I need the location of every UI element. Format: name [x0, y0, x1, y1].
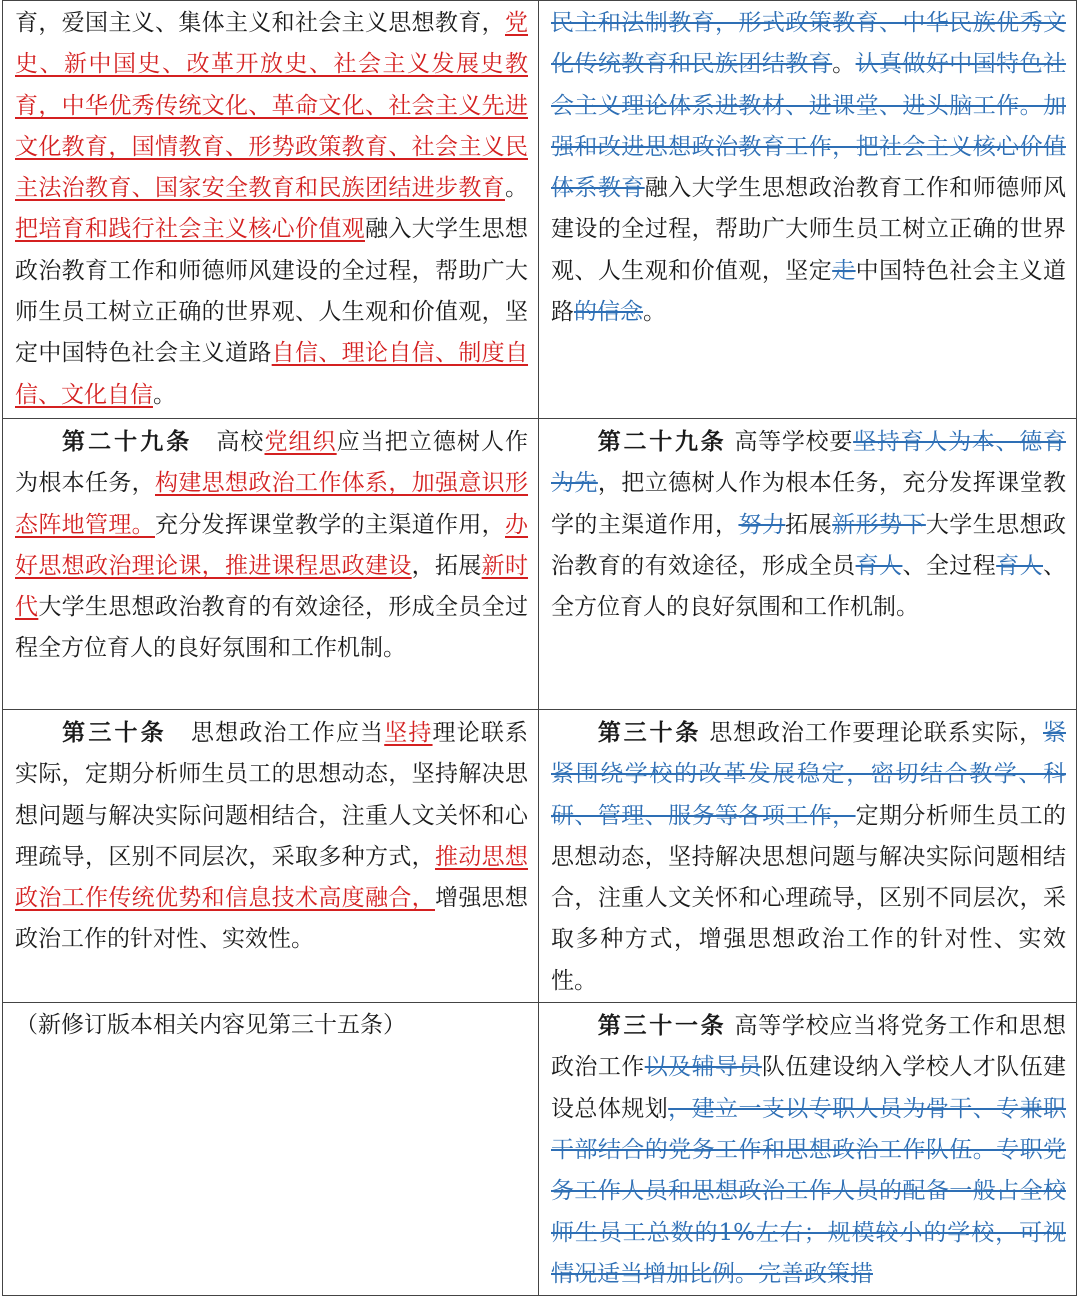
- body-text: 高等学校应当将党务工作和思想政治工作: [551, 1013, 1066, 1081]
- body-text: 、全方位育人的良好氛围和工作机制。: [551, 552, 1067, 621]
- inserted-text: 把培育和践行社会主义核心价值观: [15, 216, 365, 243]
- article-heading: 第二十九条: [597, 428, 727, 455]
- body-text: 大学生思想政治教育的有效途径，形成全员: [551, 511, 1067, 579]
- old-version-cell: [539, 1003, 1077, 1296]
- article-heading: 第三十条: [61, 719, 167, 746]
- body-text: 、全过程: [902, 552, 997, 579]
- table-row: [3, 419, 1077, 710]
- deleted-text: 紧紧围绕学校的改革发展稳定，密切结合教学、科研、管理、服务等各项工作，: [551, 720, 1066, 829]
- body-text: 思想政治工作应当: [166, 720, 385, 746]
- deleted-text: 的信念: [574, 299, 643, 326]
- inserted-text: 党组织: [264, 429, 337, 455]
- revision-comparison-table: [2, 0, 1077, 1296]
- table-row: [3, 1003, 1077, 1296]
- article-heading: 第二十九条: [61, 428, 193, 455]
- table-row: [3, 1, 1077, 419]
- body-text: 高校: [192, 429, 265, 455]
- inserted-text: 推动思想政治工作传统优势和信息技术高度融合，: [15, 843, 529, 912]
- body-text: 定期分析师生员工的思想动态，坚持解决思想问题与解决实际问题相结合，注重人文关怀和心理疏导，区别不同层次，采取多种方式，增强思想政治工作的针对性、实效性。: [551, 802, 1067, 994]
- body-text: 育，爱国主义、集体主义和社会主义思想教育，: [15, 10, 505, 36]
- body-text: 融入大学生思想政治教育工作和师德师风建设的全过程，帮助广大师生员工树立正确的世界观、人生观和价值观，坚定: [551, 175, 1067, 284]
- body-text: 大学生思想政治教育的有效途径，形成全员全过程全方位育人的良好氛围和工作机制。: [15, 594, 529, 662]
- body-text: 中国特色社会主义道路: [551, 257, 1067, 326]
- deleted-text: 走: [832, 257, 856, 284]
- body-text: 拓展: [785, 511, 833, 538]
- deleted-text: 新形势下: [832, 511, 926, 538]
- table-row: [3, 710, 1077, 1003]
- new-version-cell: [3, 1, 539, 419]
- old-version-cell: [539, 710, 1077, 1003]
- new-version-cell: [3, 419, 539, 710]
- inserted-text: 自信、理论自信、制度自信、文化自信: [15, 340, 529, 408]
- body-text: 高等学校要: [726, 429, 854, 455]
- body-text: 增强思想政治工作的针对性、实效性。: [15, 885, 529, 953]
- deleted-text: 育人: [855, 552, 903, 579]
- deleted-text: ，建立一支以专职人员为骨干、专兼职干部结合的党务工作和思想政治工作队伍。专职党务工作人员和思想政治工作人员的配备一般占全校师生员工总数的1%左右；规模较小的学校，可视情况适当增加比例。完善政策措: [551, 1095, 1067, 1287]
- inserted-text: 办好思想政治理论课，推进课程思政建设: [15, 511, 529, 579]
- inserted-text: 党史、新中国史、改革开放史、社会主义发展史教育，中华优秀传统文化、革命文化、社会主义先进文化教育，国情教育、形势政策教育、社会主义民主法治教育、国家安全教育和民族团结进步教育: [15, 10, 528, 202]
- body-text: 思想政治工作要理论联系实际，: [701, 720, 1043, 746]
- old-version-cell: [539, 419, 1077, 710]
- body-text: ，拓展: [411, 552, 482, 579]
- body-text: 理论联系实际，定期分析师生员工的思想动态，坚持解决思想问题与解决实际问题相结合，注重人文关怀和心理疏导，区别不同层次，采取多种方式，: [15, 720, 529, 870]
- cross-reference-note: （新修订版本相关内容见第三十五条）: [15, 1012, 406, 1039]
- body-text: 。: [153, 381, 176, 408]
- inserted-text: 新时代: [15, 552, 529, 621]
- new-version-cell: [3, 710, 539, 1003]
- old-version-cell: [539, 1, 1077, 419]
- body-text: 。: [832, 51, 856, 78]
- new-version-note-cell: [3, 1003, 539, 1296]
- deleted-text: 育人: [996, 552, 1044, 579]
- article-heading: 第三十条: [597, 719, 702, 746]
- inserted-text: 坚持: [384, 720, 433, 746]
- body-text: 充分发挥课堂教学的主渠道作用，: [155, 511, 506, 538]
- deleted-text: 民主和法制教育，形式政策教育、中华民族优秀文化传统教育和民族团结教育: [551, 10, 1066, 78]
- body-text: 。: [505, 175, 528, 202]
- deleted-text: 坚持育人为本、德育为先: [551, 429, 1066, 497]
- article-heading: 第三十一条: [597, 1012, 727, 1040]
- body-text: 融入大学生思想政治教育工作和师德师风建设的全过程，帮助广大师生员工树立正确的世界观、人生观和价值观，坚定中国特色社会主义道路: [15, 216, 529, 367]
- body-text: ，把立德树人作为根本任务，充分发挥课堂教学的主渠道作用，: [551, 470, 1067, 538]
- deleted-text: 以及辅导员: [644, 1054, 762, 1081]
- inserted-text: 构建思想政治工作体系，加强意识形态阵地管理。: [15, 470, 529, 538]
- body-text: 。: [643, 299, 666, 326]
- deleted-text: 认真做好中国特色社会主义理论体系进教材、进课堂、进头脑工作。加强和改进思想政治教育工作，把社会主义核心价值体系教育: [551, 51, 1067, 202]
- body-text: 应当把立德树人作为根本任务，: [15, 429, 529, 497]
- deleted-text: 努力: [738, 511, 786, 538]
- body-text: 队伍建设纳入学校人才队伍建设总体规划: [551, 1054, 1067, 1122]
